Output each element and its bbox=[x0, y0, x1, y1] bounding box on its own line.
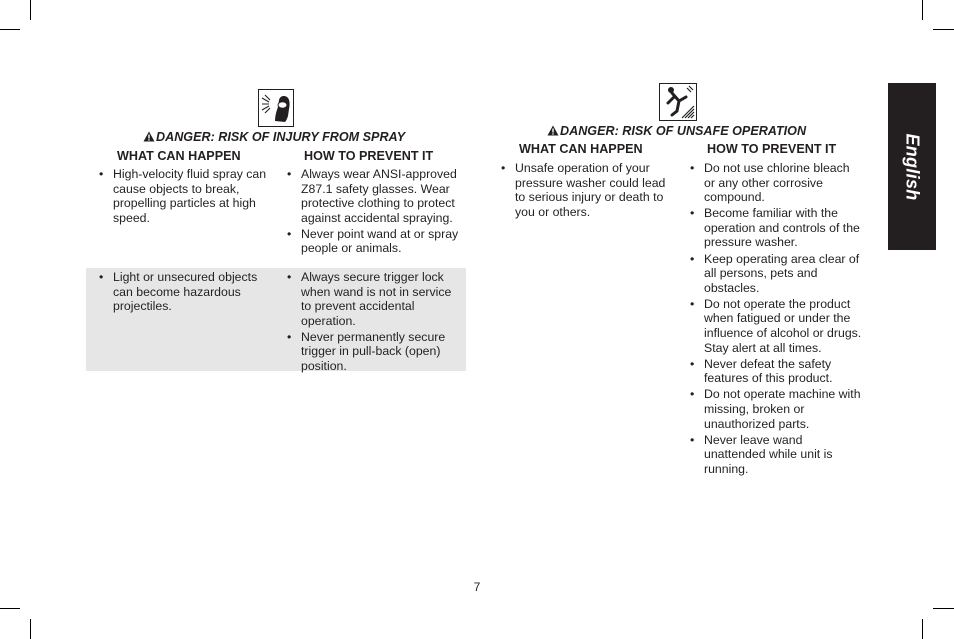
left-heading-text: DANGER: RISK OF INJURY FROM SPRAY bbox=[156, 130, 406, 144]
list-item: • Never point wand at or spray people or animals. bbox=[287, 227, 467, 256]
crop-mark bbox=[0, 29, 20, 30]
left-row1-happen-list bbox=[99, 167, 277, 227]
right-prevent-list bbox=[690, 161, 862, 478]
right-happen-list bbox=[501, 161, 679, 221]
right-danger-heading bbox=[547, 124, 806, 139]
list-item: • Light or unsecured objects can become hazardous projectiles. bbox=[99, 270, 277, 314]
crop-mark bbox=[933, 29, 954, 30]
language-tab-label: English bbox=[902, 132, 923, 201]
left-row2-prevent-list bbox=[287, 270, 465, 375]
list-item: • Keep operating area clear of all persons, pets and obstacles. bbox=[690, 252, 862, 296]
list-item: • Always wear ANSI-approved Z87.1 safety glasses. Wear protective clothing to protect against accidental spraying. bbox=[287, 167, 467, 225]
crop-mark bbox=[30, 0, 31, 20]
list-item: • Never defeat the safety features of this product. bbox=[690, 357, 862, 386]
left-danger-heading bbox=[143, 130, 405, 145]
warning-icon bbox=[547, 125, 559, 139]
crop-mark bbox=[933, 608, 954, 609]
list-item: • Do not operate the product when fatigued or under the influence of alcohol or drugs. Stay alert at all times. bbox=[690, 297, 862, 355]
crop-mark bbox=[30, 619, 31, 639]
left-col2-header: HOW TO PREVENT IT bbox=[304, 149, 434, 163]
language-tab bbox=[888, 83, 936, 250]
list-item: • High-velocity fluid spray can cause objects to break, propelling particles at high speed. bbox=[99, 167, 277, 225]
list-item: • Never leave wand unattended while unit is running. bbox=[690, 433, 862, 477]
right-col1-header: WHAT CAN HAPPEN bbox=[519, 142, 643, 156]
left-row1-prevent-list bbox=[287, 167, 467, 258]
crop-mark bbox=[922, 619, 923, 639]
list-item: • Always secure trigger lock when wand is not in service to prevent accidental operation. bbox=[287, 270, 465, 328]
crop-mark bbox=[0, 608, 20, 609]
left-row2-happen-list bbox=[99, 270, 277, 315]
safety-goggles-icon bbox=[258, 89, 294, 127]
page-number: 7 bbox=[473, 580, 481, 594]
right-col2-header: HOW TO PREVENT IT bbox=[707, 142, 837, 156]
list-item: • Do not use chlorine bleach or any other corrosive compound. bbox=[690, 161, 862, 205]
right-heading-text: DANGER: RISK OF UNSAFE OPERATION bbox=[560, 124, 807, 138]
operator-falling-icon bbox=[659, 83, 697, 121]
list-item: • Do not operate machine with missing, broken or unauthorized parts. bbox=[690, 387, 862, 431]
list-item: • Become familiar with the operation and controls of the pressure washer. bbox=[690, 206, 862, 250]
list-item: • Never permanently secure trigger in pull-back (open) position. bbox=[287, 330, 465, 374]
warning-icon bbox=[143, 131, 155, 145]
list-item: • Unsafe operation of your pressure washer could lead to serious injury or death to you or others. bbox=[501, 161, 679, 219]
crop-mark bbox=[922, 0, 923, 20]
left-col1-header: WHAT CAN HAPPEN bbox=[117, 149, 241, 163]
